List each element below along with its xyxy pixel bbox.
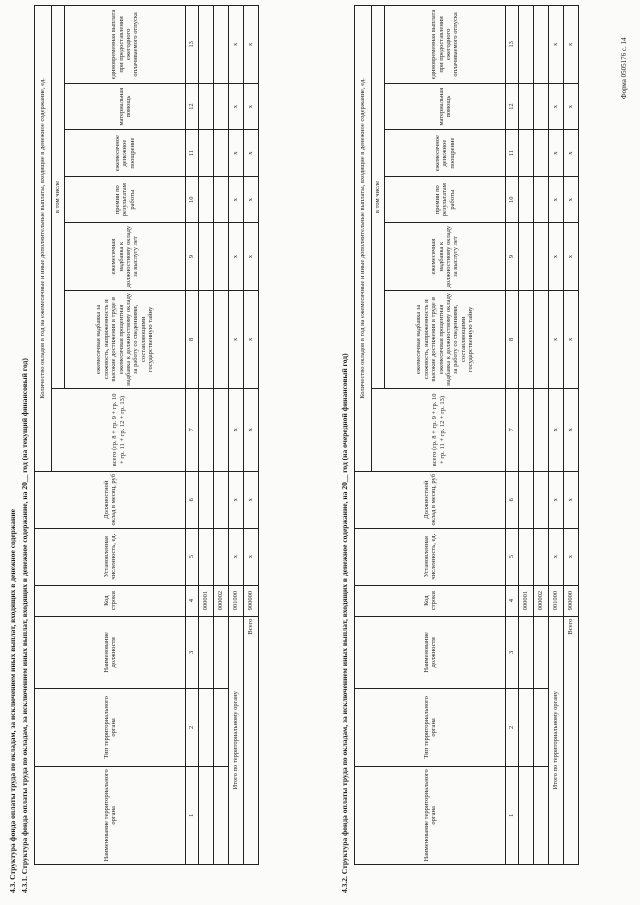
column-header: Тип территориального органа <box>355 689 506 767</box>
table-cell: x <box>549 471 564 528</box>
column-header: всего (гр. 8 + гр. 9 + гр. 10 + гр. 11 + гр. 12 + гр. 13) <box>372 389 506 472</box>
column-number: 5 <box>186 528 199 585</box>
table-cell <box>214 83 229 130</box>
column-number: 10 <box>506 176 519 223</box>
table-row <box>229 6 244 865</box>
column-header: единовременная выплата при предоставлении ежегодного оплачиваемого отпуска <box>385 6 506 84</box>
table-cell <box>214 290 229 388</box>
table-cell: x <box>229 528 244 585</box>
table-cell <box>214 223 229 290</box>
table-cell <box>214 130 229 177</box>
header-row <box>35 6 52 865</box>
table1-title: 4.3.1. Структура фонда оплаты труда по окладам, за исключением иных выплат, входящих в денежное содержание, на 20__ год (на текущий финансовый год) <box>20 358 29 893</box>
table-cell: x <box>244 83 259 130</box>
table-cell: x <box>549 130 564 177</box>
table-cell <box>214 689 229 767</box>
table-cell: x <box>549 176 564 223</box>
row-code: 900000 <box>564 585 579 616</box>
column-number: 4 <box>186 585 199 616</box>
table-cell <box>519 528 534 585</box>
table2-title: 4.3.2. Структура фонда оплаты труда по окладам, за исключением иных выплат, входящих в денежное содержание, на 20__ год (на очередной финансовый год) <box>340 353 349 893</box>
column-header: Тип территориального органа <box>35 689 186 767</box>
column-number: 6 <box>506 471 519 528</box>
group-header: Количество окладов в год на ежемесячные и иные дополнительные выплаты, входящие в денежное содержание, ед. <box>35 6 52 472</box>
row-code: 001000 <box>229 585 244 616</box>
column-number: 13 <box>186 6 199 84</box>
table-cell <box>534 290 549 388</box>
column-header: Наименование должности <box>35 616 186 688</box>
table-row <box>199 6 214 865</box>
table-cell <box>534 689 549 767</box>
table-cell <box>199 223 214 290</box>
column-header: Должностной оклад в месяц, руб <box>35 471 186 528</box>
table-cell <box>534 389 549 472</box>
table-cell <box>214 766 229 864</box>
table-cell <box>519 6 534 84</box>
grand-total-label: Всего <box>564 616 579 864</box>
column-number: 7 <box>506 389 519 472</box>
table-cell <box>519 130 534 177</box>
header-row <box>355 6 372 865</box>
table-cell <box>519 689 534 767</box>
table-next-year <box>354 5 579 865</box>
column-number: 11 <box>506 130 519 177</box>
table-cell <box>214 528 229 585</box>
column-number: 7 <box>186 389 199 472</box>
row-code: 000001 <box>519 585 534 616</box>
group-header: Количество окладов в год на ежемесячные и иные дополнительные выплаты, входящие в денежное содержание, ед. <box>355 6 372 472</box>
column-number: 13 <box>506 6 519 84</box>
table-cell: x <box>229 130 244 177</box>
table-cell <box>214 471 229 528</box>
table-cell: x <box>564 471 579 528</box>
table-row <box>244 6 259 865</box>
column-header: материальная помощь <box>385 83 506 130</box>
table-cell <box>534 130 549 177</box>
table-cell: x <box>229 471 244 528</box>
table-cell <box>534 471 549 528</box>
table-cell <box>519 471 534 528</box>
table-cell: x <box>229 83 244 130</box>
column-header: Наименование территориального органа <box>355 766 506 864</box>
section-title: 4.3. Структура фонда оплаты труда по окладам, за исключением иных выплат, входящих в денежное содержание <box>8 508 17 893</box>
table-cell: x <box>244 389 259 472</box>
table-cell: x <box>564 290 579 388</box>
column-number: 10 <box>186 176 199 223</box>
table-cell: x <box>549 528 564 585</box>
column-number: 1 <box>186 766 199 864</box>
column-number: 5 <box>506 528 519 585</box>
table-cell <box>199 176 214 223</box>
column-header: Установленная численность, ед. <box>355 528 506 585</box>
table-cell <box>534 616 549 688</box>
sub-header: в том числе <box>372 6 385 389</box>
table-cell <box>199 528 214 585</box>
column-number: 12 <box>506 83 519 130</box>
table-cell <box>199 689 214 767</box>
column-number: 4 <box>506 585 519 616</box>
table-cell: x <box>564 176 579 223</box>
table-cell: x <box>564 83 579 130</box>
column-header: единовременная выплата при предоставлении ежегодного оплачиваемого отпуска <box>65 6 186 84</box>
table-cell: x <box>244 6 259 84</box>
table-row <box>214 6 229 865</box>
column-header: Наименование территориального органа <box>35 766 186 864</box>
table-cell <box>199 389 214 472</box>
column-header: премии по результатам работы <box>385 176 506 223</box>
table-cell: x <box>549 290 564 388</box>
column-header: премии по результатам работы <box>65 176 186 223</box>
numbering-row <box>186 6 199 865</box>
column-number: 3 <box>506 616 519 688</box>
column-number: 9 <box>186 223 199 290</box>
column-header: ежемесячная надбавка за сложность, напряженность и высокие достижения в труде и ежемесячная процентная надбавка к должностному окладу за работу со сведениями, составляющими государственную тайну <box>65 290 186 388</box>
column-header: Установленная численность, ед. <box>35 528 186 585</box>
table-cell <box>519 389 534 472</box>
table-cell: x <box>564 130 579 177</box>
column-header: Код строки <box>355 585 506 616</box>
table-cell <box>519 223 534 290</box>
table-cell: x <box>564 389 579 472</box>
column-header: ежемесячная надбавка за сложность, напряженность и высокие достижения в труде и ежемесячная процентная надбавка к должностному окладу за работу со сведениями, составляющими государственную тайну <box>385 290 506 388</box>
table-cell: x <box>549 389 564 472</box>
table-cell: x <box>229 389 244 472</box>
table-row <box>534 6 549 865</box>
table-cell: x <box>244 130 259 177</box>
table-cell: x <box>244 471 259 528</box>
column-number: 12 <box>186 83 199 130</box>
table-cell <box>199 83 214 130</box>
row-code: 900000 <box>244 585 259 616</box>
column-number: 2 <box>506 689 519 767</box>
column-number: 8 <box>506 290 519 388</box>
form-code: Форма 0505176 с. 14 <box>620 37 628 99</box>
column-header: ежемесячная надбавка к должностному окладу за выслугу лет <box>65 223 186 290</box>
column-header: ежемесячное денежное поощрение <box>65 130 186 177</box>
table-cell: x <box>564 528 579 585</box>
column-header: ежемесячное денежное поощрение <box>385 130 506 177</box>
numbering-row <box>506 6 519 865</box>
table-cell <box>534 766 549 864</box>
table-row <box>519 6 534 865</box>
table-cell: x <box>549 6 564 84</box>
column-number: 2 <box>186 689 199 767</box>
table-cell: x <box>229 176 244 223</box>
table-cell <box>519 176 534 223</box>
table-cell <box>199 616 214 688</box>
table-cell: x <box>244 290 259 388</box>
column-header: Должностной оклад в месяц, руб <box>355 471 506 528</box>
column-header: материальная помощь <box>65 83 186 130</box>
table-cell: x <box>229 223 244 290</box>
column-number: 6 <box>186 471 199 528</box>
table-cell <box>534 528 549 585</box>
grand-total-label: Всего <box>244 616 259 864</box>
column-number: 3 <box>186 616 199 688</box>
table-cell <box>534 83 549 130</box>
table-cell <box>519 616 534 688</box>
row-code: 000002 <box>534 585 549 616</box>
table-cell: x <box>244 176 259 223</box>
table-current-year <box>34 5 259 865</box>
table-row <box>549 6 564 865</box>
subtotal-label: Итого по территориальному органу <box>549 616 564 864</box>
table-cell: x <box>244 528 259 585</box>
row-code: 001000 <box>549 585 564 616</box>
column-number: 9 <box>506 223 519 290</box>
table-cell <box>214 176 229 223</box>
table-cell <box>214 389 229 472</box>
table-cell <box>199 130 214 177</box>
table-cell <box>214 6 229 84</box>
column-number: 1 <box>506 766 519 864</box>
table-row <box>564 6 579 865</box>
subtotal-label: Итого по территориальному органу <box>229 616 244 864</box>
table-cell <box>519 766 534 864</box>
column-header: всего (гр. 8 + гр. 9 + гр. 10 + гр. 11 + гр. 12 + гр. 13) <box>52 389 186 472</box>
table-cell: x <box>564 223 579 290</box>
table-cell: x <box>229 6 244 84</box>
table-cell: x <box>549 83 564 130</box>
column-header: ежемесячная надбавка к должностному окладу за выслугу лет <box>385 223 506 290</box>
table-cell <box>519 290 534 388</box>
column-number: 8 <box>186 290 199 388</box>
table-cell <box>534 6 549 84</box>
sub-header: в том числе <box>52 6 65 389</box>
row-code: 000001 <box>199 585 214 616</box>
table-cell <box>199 471 214 528</box>
table-cell <box>199 766 214 864</box>
table-cell: x <box>229 290 244 388</box>
column-header: Наименование должности <box>355 616 506 688</box>
table-cell <box>519 83 534 130</box>
table-cell: x <box>549 223 564 290</box>
table-cell <box>534 176 549 223</box>
table-cell: x <box>564 6 579 84</box>
row-code: 000002 <box>214 585 229 616</box>
table-cell <box>199 290 214 388</box>
table-cell <box>214 616 229 688</box>
table-cell: x <box>244 223 259 290</box>
column-header: Код строки <box>35 585 186 616</box>
table-cell <box>199 6 214 84</box>
column-number: 11 <box>186 130 199 177</box>
table-cell <box>534 223 549 290</box>
